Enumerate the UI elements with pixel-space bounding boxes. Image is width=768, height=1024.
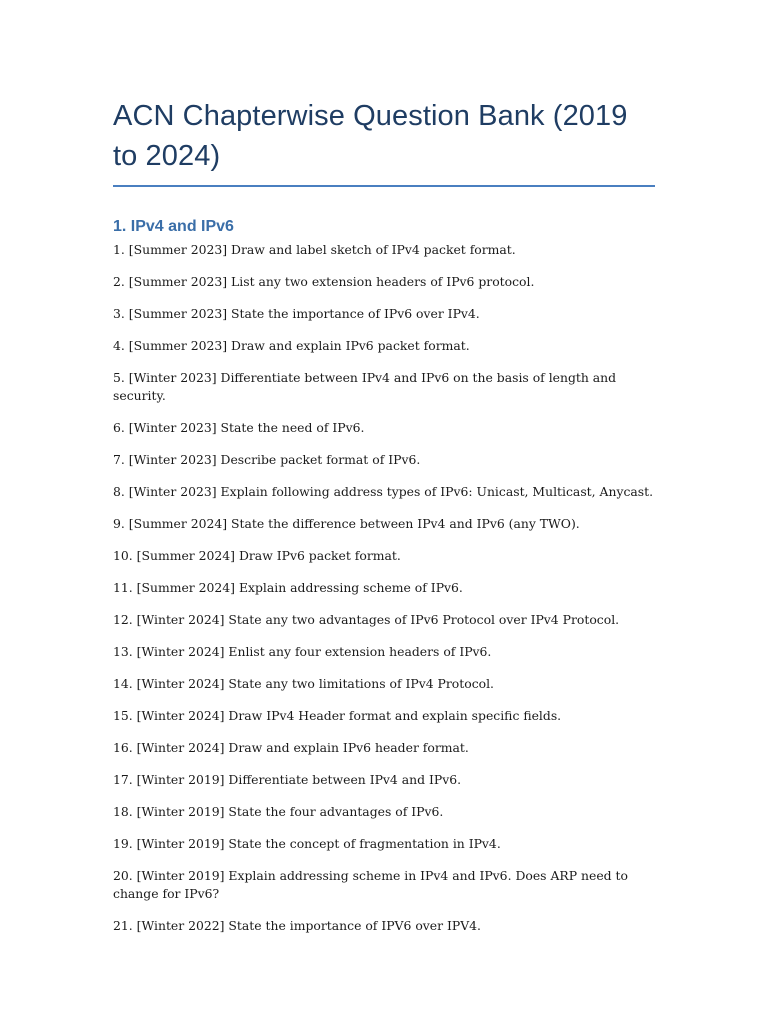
question-item: 9. [Summer 2024] State the difference between IPv4 and IPv6 (any TWO). [113, 516, 580, 531]
question-item: 21. [Winter 2022] State the importance of IPV6 over IPV4. [113, 918, 481, 933]
question-list [113, 241, 655, 935]
question-item: 19. [Winter 2019] State the concept of fragmentation in IPv4. [113, 836, 501, 851]
question-item: 16. [Winter 2024] Draw and explain IPv6 header format. [113, 740, 469, 755]
question-item: 10. [Summer 2024] Draw IPv6 packet format. [113, 548, 401, 563]
section-heading-ipv4-ipv6: 1. IPv4 and IPv6 [113, 218, 234, 235]
question-item: 13. [Winter 2024] Enlist any four extension headers of IPv6. [113, 644, 492, 659]
question-item: 1. [Summer 2023] Draw and label sketch of IPv4 packet format. [113, 242, 516, 257]
question-item: 15. [Winter 2024] Draw IPv4 Header format and explain specific fields. [113, 708, 562, 723]
question-item: 7. [Winter 2023] Describe packet format of IPv6. [113, 452, 421, 467]
question-item: 8. [Winter 2023] Explain following address types of IPv6: Unicast, Multicast, Anycast. [113, 484, 654, 499]
question-item: 20. [Winter 2019] Explain addressing scheme in IPv4 and IPv6. Does ARP need to change for IPv6? [113, 868, 628, 901]
question-item: 17. [Winter 2019] Differentiate between IPv4 and IPv6. [113, 772, 462, 787]
document-title: ACN Chapterwise Question Bank (2019 to 2024) [113, 100, 628, 172]
question-item: 18. [Winter 2019] State the four advantages of IPv6. [113, 804, 444, 819]
question-item: 14. [Winter 2024] State any two limitations of IPv4 Protocol. [113, 676, 494, 691]
question-item: 12. [Winter 2024] State any two advantages of IPv6 Protocol over IPv4 Protocol. [113, 612, 620, 627]
document-page [113, 0, 655, 949]
question-item: 2. [Summer 2023] List any two extension headers of IPv6 protocol. [113, 274, 535, 289]
title-underline-divider [113, 185, 655, 187]
question-item: 5. [Winter 2023] Differentiate between IPv4 and IPv6 on the basis of length and security. [113, 370, 617, 403]
question-item: 6. [Winter 2023] State the need of IPv6. [113, 420, 365, 435]
question-item: 4. [Summer 2023] Draw and explain IPv6 packet format. [113, 338, 470, 353]
question-item: 3. [Summer 2023] State the importance of IPv6 over IPv4. [113, 306, 480, 321]
question-item: 11. [Summer 2024] Explain addressing scheme of IPv6. [113, 580, 463, 595]
